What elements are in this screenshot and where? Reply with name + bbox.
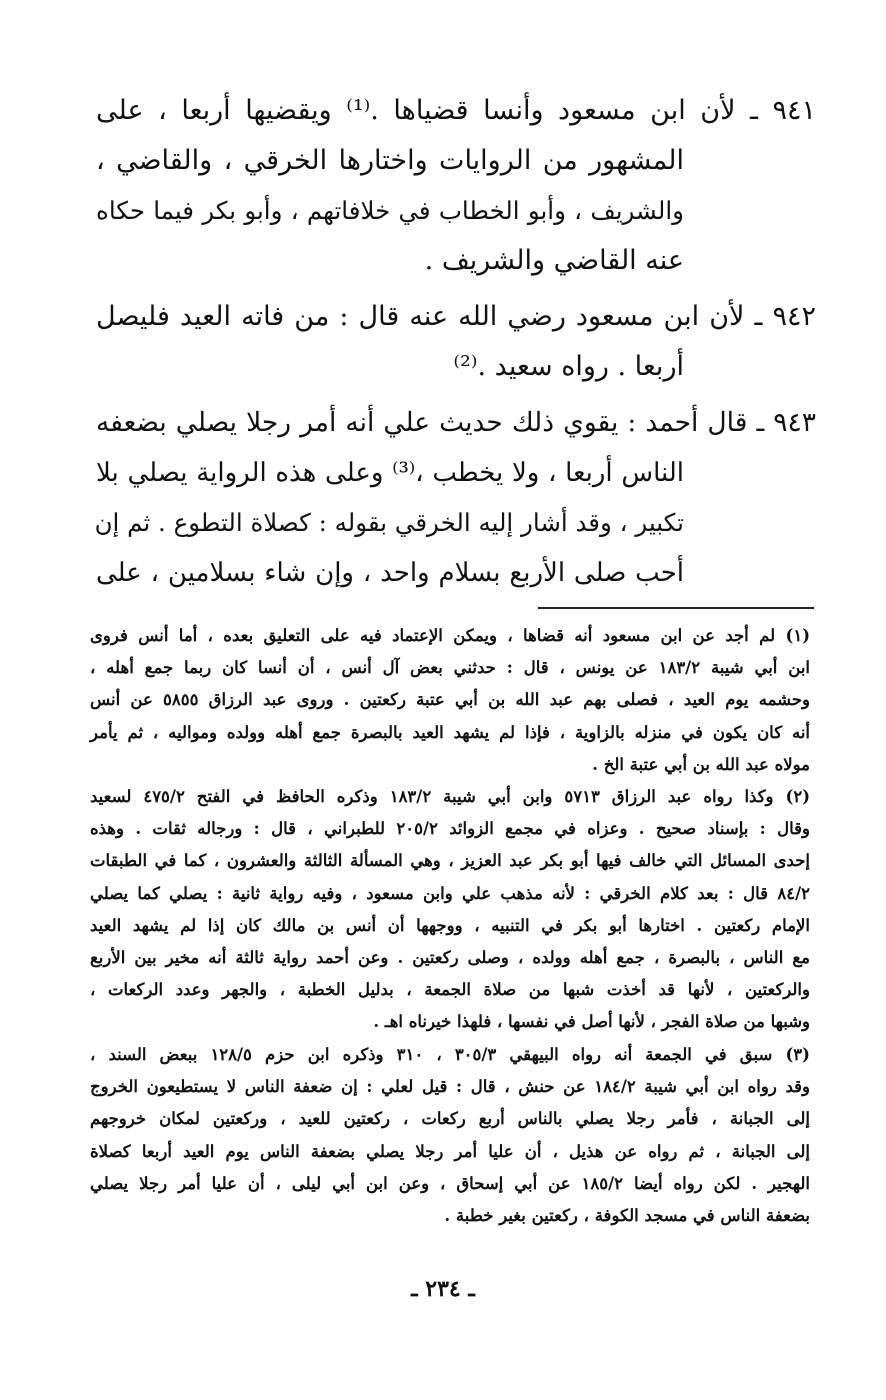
entry-line: ٩٤١ ـ لأن ابن مسعود وأنسا قضياها .⁽¹⁾ ويقضيها أربعا ، على xyxy=(96,95,816,126)
footnote-line: والركعتين ، لأنها قد أخذت شبها من صلاة الجمعة ، بدليل الخطبة ، والجهر وعدد الركعات ، xyxy=(90,980,810,1000)
footnote-line: (٢) وكذا رواه عبد الرزاق ٥٧١٣ وابن أبي شيبة ١٨٣/٢ وذكره الحافظ في الفتح ٤٧٥/٢ لسعيد xyxy=(90,787,810,806)
footnote-line: بضعفة الناس في مسجد الكوفة ، ركعتين بغير خطبة . xyxy=(444,1205,810,1225)
entry-line: أربعا . رواه سعيد .⁽²⁾ xyxy=(453,351,684,382)
footnote-line: إحدى المسائل التي خالف فيها أبو بكر عبد العزيز ، وهي المسألة الثالثة والعشرون ، كما في الطبقات xyxy=(90,851,810,871)
entry-line: ٩٤٢ ـ لأن ابن مسعود رضي الله عنه قال : من فاته العيد فليصل xyxy=(96,301,816,332)
footnote-line: (٣) سبق في الجمعة أنه رواه البيهقي ٣٠٥/٣ ، ٣١٠ وذكره ابن حزم ١٢٨/٥ ببعض السند ، xyxy=(90,1045,810,1064)
footnote-line: الهجير . لكن رواه أيضا ١٨٥/٢ عن أبي إسحاق ، وعن ابن أبي ليلى ، أن عليا أمر رجلا يصلي xyxy=(90,1173,811,1193)
footnote-line: ٨٤/٢ قال : بعد كلام الخرقي : لأنه مذهب علي وابن مسعود ، وفيه رواية ثانية : يصلي كما يصلي xyxy=(90,883,810,903)
entry-941 xyxy=(96,86,816,286)
footnote-line: ابن أبي شيبة ١٨٣/٢ عن يونس ، قال : حدثني بعض آل أنس ، أن أنسا كان ربما جمع أهله ، xyxy=(90,658,810,678)
footnote-2 xyxy=(90,781,810,1039)
entry-943 xyxy=(96,398,816,598)
footnote-line: إلى الجبانة ، فأمر رجلا يصلي بالناس أربع ركعات ، ركعتين للعيد ، وركعتين لمكان خروجهم xyxy=(90,1109,810,1129)
footnote-line: وحشمه يوم العيد ، فصلى بهم عبد الله بن أبي عتبة ركعتين . وروى عبد الرزاق ٥٨٥٥ عن أنس xyxy=(90,690,811,710)
footnote-separator xyxy=(538,607,814,609)
entry-942 xyxy=(96,292,816,392)
entry-line: تكبير ، وقد أشار إليه الخرقي بقوله : كصلاة التطوع . ثم إن xyxy=(94,508,684,537)
footnote-line: إلى الجبانة ، ثم رواه عن هذيل ، أن عليا أمر رجلا يصلي بضعفة الناس يوم العيد أربعا كصلاة xyxy=(90,1141,810,1161)
entry-line: عنه القاضي والشريف . xyxy=(424,245,684,276)
footnote-line: أنه كان يكون في منزله بالزاوية ، فإذا لم يشهد العيد بالبصرة جمع أهله وولده ومواليه ، ثم يأمر xyxy=(90,722,810,742)
entry-line: الناس أربعا ، ولا يخطب ،⁽³⁾ وعلى هذه الرواية يصلي بلا xyxy=(96,458,684,488)
entry-line: المشهور من الروايات واختارها الخرقي ، والقاضي ، xyxy=(96,145,684,176)
entry-line: أحب صلى الأربع بسلام واحد ، وإن شاء بسلامين ، على xyxy=(96,558,684,588)
entry-line: ٩٤٣ ـ قال أحمد : يقوي ذلك حديث علي أنه أمر رجلا يصلي بضعفه xyxy=(96,407,816,438)
footnote-1 xyxy=(90,620,810,781)
footnote-line: وقد رواه ابن أبي شيبة ١٨٤/٢ عن حنش ، قال : قيل لعلي : إن ضعفة الناس لا يستطيعون الخروج xyxy=(90,1077,810,1097)
entry-line: والشريف ، وأبو الخطاب في خلافاتهم ، وأبو بكر فيما حكاه xyxy=(96,196,684,225)
footnote-line: مع الناس ، بالبصرة ، جمع أهله وولده ، وصلى ركعتين . وعن أحمد رواية ثالثة أنه مخير بين الأربع xyxy=(90,947,810,967)
footnote-3 xyxy=(90,1039,810,1232)
footnote-line: مولاه عبد الله بن أبي عتبة الخ . xyxy=(592,754,810,774)
footnote-line: الإمام ركعتين . اختارها أبو بكر في التنبيه ، ووجهها أن أنس بن مالك كان إذا لم يشهد العيد xyxy=(90,915,810,935)
footnote-line: وقال : بإسناد صحيح . وعزاه في مجمع الزوائد ٢٠٥/٢ للطبراني ، قال : ورجاله ثقات . وهذه xyxy=(90,819,810,839)
footnote-line: (١) لم أجد عن ابن مسعود أنه قضاها ، ويمكن الإعتماد فيه على التعليق بعده ، أما أنس فروى xyxy=(90,626,810,645)
page-number: ـ ٢٣٤ ـ xyxy=(411,1276,475,1302)
footnote-line: وشبها من صلاة الفجر ، لأنها أصل في نفسها ، فلهذا خيرناه اهـ . xyxy=(373,1012,810,1032)
